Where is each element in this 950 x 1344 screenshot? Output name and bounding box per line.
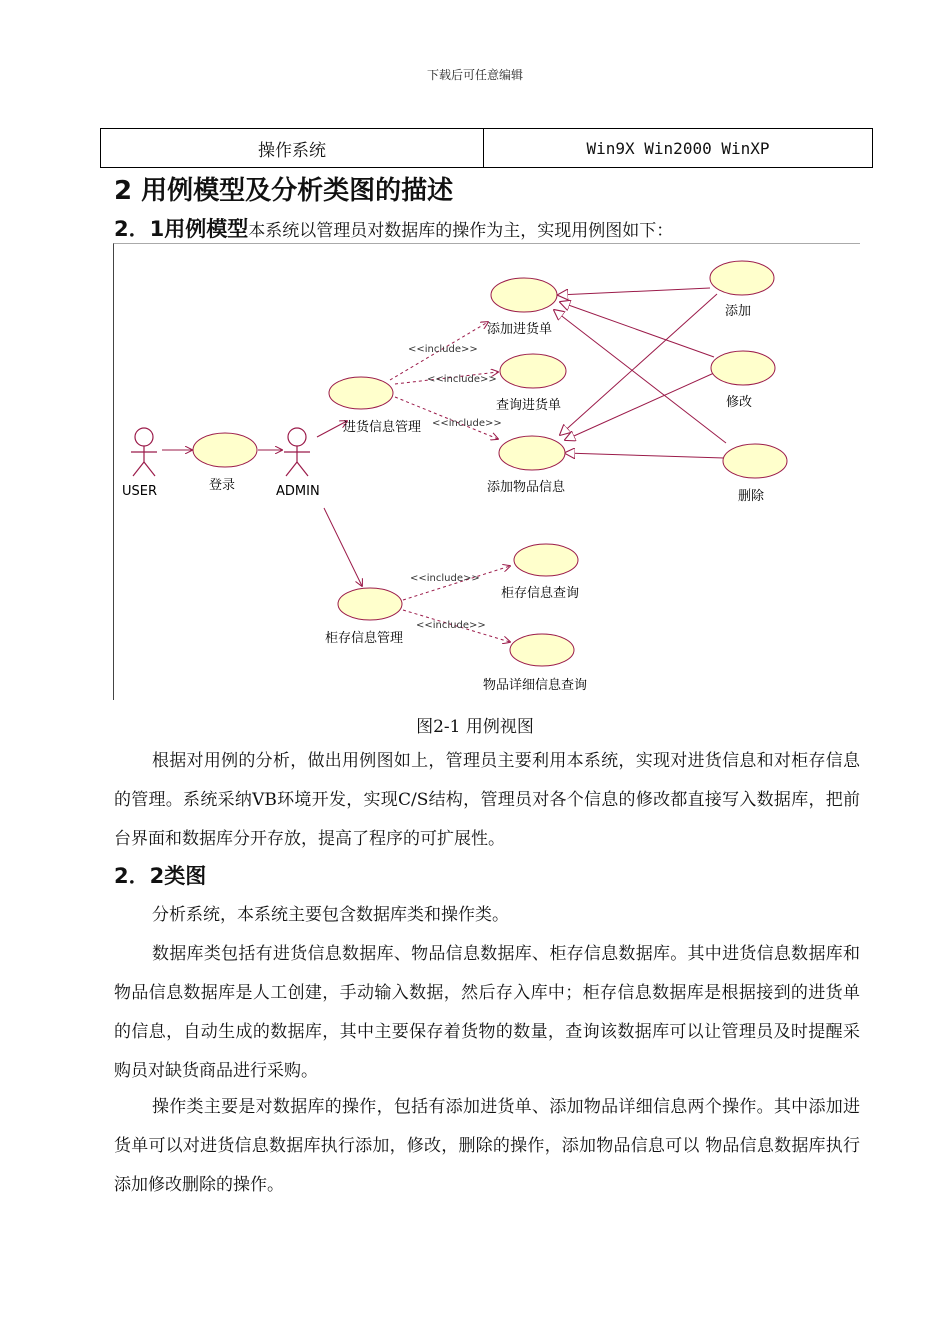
os-label-cell: 操作系统: [101, 129, 484, 168]
modify-label: 修改: [726, 395, 753, 410]
item-detail-query-usecase: [510, 634, 574, 666]
subsection-2-heading: 2．2类图: [114, 864, 207, 888]
header-note: 下载后可任意编辑: [426, 68, 523, 82]
add-usecase: [710, 261, 774, 295]
include-label: <<include>>: [410, 573, 480, 584]
include-label: <<include>>: [427, 374, 497, 385]
user-actor-icon: [131, 428, 157, 476]
paragraph-operation-class: 操作类主要是对数据库的操作，包括有添加进货单、添加物品详细信息两个操作。其中添加进货单可以对进货信息数据库执行添加，修改，删除的操作，添加物品信息可以 物品信息数据库执行添加修改删除的操作。: [114, 1097, 860, 1195]
paragraph-class-overview: 分析系统，本系统主要包含数据库类和操作类。: [152, 905, 509, 925]
paragraph-database-class: 数据库类包括有进货信息数据库、物品信息数据库、柜存信息数据库。其中进货信息数据库和物品信息数据库是人工创建，手动输入数据，然后存入库中；柜存信息数据库是根据接到的进货单的信息，自动生成的数据库，其中主要保存着货物的数量，查询该数据库可以让管理员及时提醒采购员对缺货商品进行采购。: [114, 944, 860, 1081]
stock-query-label: 柜存信息查询: [501, 586, 580, 601]
section-title: 2 用例模型及分析类图的描述: [114, 176, 454, 206]
delete-usecase: [723, 444, 787, 478]
query-order-label: 查询进货单: [496, 398, 562, 413]
add-item-label: 添加物品信息: [487, 480, 566, 495]
table-row: [101, 129, 873, 168]
stock-query-usecase: [514, 544, 578, 576]
add-item-usecase: [499, 436, 565, 470]
paragraph-usecase-analysis: 根据对用例的分析，做出用例图如上，管理员主要利用本系统，实现对进货信息和对柜存信息的管理。系统采纳VB环境开发，实现C/S结构，管理员对各个信息的修改都直接写入数据库，把前台界面和数据库分开存放，提高了程序的可扩展性。: [114, 751, 860, 849]
environment-table: [100, 128, 873, 168]
add-order-label: 添加进货单: [487, 322, 553, 337]
subsection-1-text: 本系统以管理员对数据库的操作为主，实现用例图如下：: [248, 221, 674, 241]
include-label: <<include>>: [432, 418, 502, 429]
add-order-usecase: [491, 278, 557, 312]
modify-usecase: [711, 351, 775, 385]
admin-actor-label: ADMIN: [276, 484, 320, 499]
subsection-1-heading: 2．1用例模型: [114, 217, 249, 241]
login-usecase: [193, 433, 257, 467]
include-label: <<include>>: [408, 344, 478, 355]
os-value-cell: Win9X Win2000 WinXP: [484, 129, 873, 168]
login-label: 登录: [209, 478, 236, 493]
admin-actor-icon: [284, 428, 310, 476]
user-actor-label: USER: [122, 484, 158, 499]
use-case-diagram: [113, 243, 860, 700]
add-label: 添加: [725, 304, 752, 319]
figure-caption: 图2-1 用例视图: [416, 717, 534, 737]
query-order-usecase: [500, 354, 566, 388]
subsection-1-line: [114, 213, 673, 243]
delete-label: 删除: [738, 489, 765, 504]
purchase-mgmt-usecase: [329, 377, 393, 409]
include-label: <<include>>: [416, 620, 486, 631]
item-detail-query-label: 物品详细信息查询: [483, 678, 588, 693]
stock-mgmt-usecase: [338, 588, 402, 620]
stock-mgmt-label: 柜存信息管理: [325, 631, 404, 646]
purchase-mgmt-label: 进货信息管理: [343, 420, 422, 435]
